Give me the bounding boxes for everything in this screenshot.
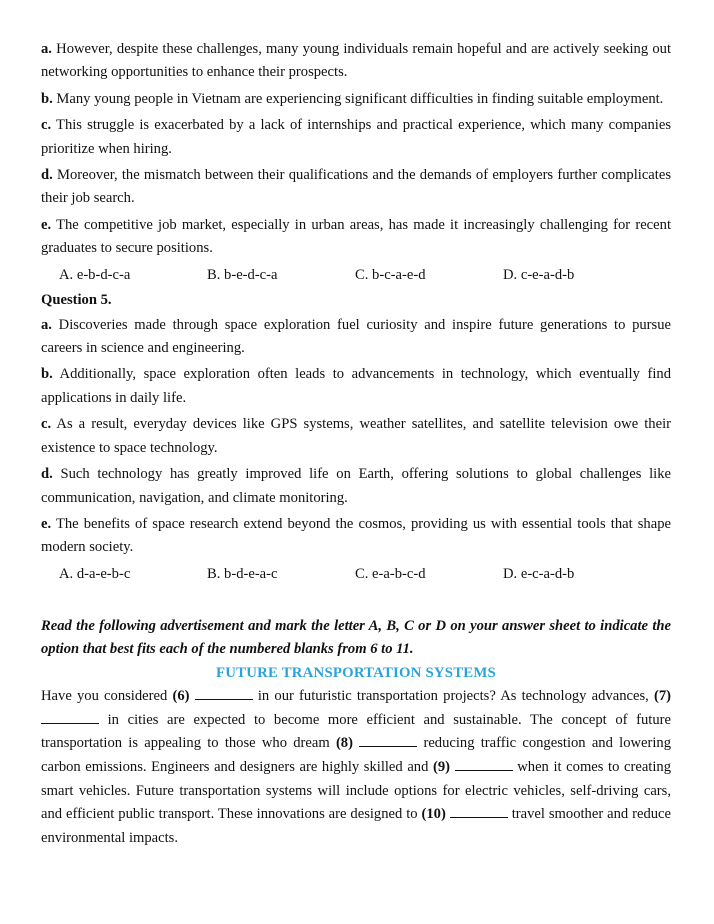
q5-option-a[interactable]: A. d-a-e-b-c [59,565,131,582]
blank-number-9: (9) [433,758,451,775]
item-letter: a. [41,41,52,57]
q4-option-b[interactable]: B. b-e-d-c-a [207,266,278,283]
q4-option-d[interactable]: D. c-e-a-d-b [503,266,575,283]
item-text: Discoveries made through space exploration fuel curiosity and inspire future generations to pursue careers in science and engineering. [41,316,671,357]
item-text: Such technology has greatly improved life on Earth, offering solutions to global challenges like communication, navigation, and climate monitoring. [41,466,671,506]
item-letter: a. [41,316,52,333]
item-text: The competitive job market, especially in urban areas, has made it increasingly challenging for recent graduates to secure positions. [41,216,671,257]
q5-option-b[interactable]: B. b-d-e-a-c [207,565,278,582]
q5-heading: Question 5. [41,291,112,308]
blank-number-8: (8) [335,735,353,752]
blank-number-7: (7) [653,688,671,705]
passage-segment: travel smoother and reduce environmental impacts. [41,806,671,846]
q5-item-d [41,463,671,510]
reading-instruction: Read the following advertisement and mark the letter A, B, C or D on your answer sheet to indicate the option that best fits each of the numbered blanks from 6 to 11. [41,617,671,657]
q4-item-e [41,214,671,261]
item-letter: e. [41,515,52,532]
q5-item-e [41,513,671,560]
item-letter: d. [41,466,53,483]
passage-segment: Have you considered [41,688,173,705]
passage-title: FUTURE TRANSPORTATION SYSTEMS [216,665,496,682]
item-letter: b. [41,366,53,383]
q4-option-c[interactable]: C. b-c-a-e-d [355,266,426,283]
item-text: Many young people in Vietnam are experiencing significant difficulties in finding suitable employment. [52,90,664,107]
blank-number-10: (10) [421,806,446,823]
question-4-block [41,38,671,286]
blank-9[interactable] [455,758,513,771]
q5-option-d[interactable]: D. e-c-a-d-b [503,565,575,582]
blank-6[interactable] [195,687,253,700]
item-letter: c. [41,416,52,433]
q4-item-b [41,88,671,111]
item-text: The benefits of space research extend beyond the cosmos, providing us with essential tools that shape modern society. [41,515,671,556]
blank-8[interactable] [359,734,417,747]
blank-number-6: (6) [172,688,190,705]
item-letter: d. [41,167,53,184]
item-letter: e. [41,216,52,233]
q4-options [41,264,671,286]
q5-item-b [41,363,671,410]
item-text: Additionally, space exploration often leads to advancements in technology, which eventually find applications in daily life. [41,366,671,406]
q4-item-d [41,164,671,211]
q4-item-c [41,114,671,161]
question-5-block [41,289,671,585]
item-text: As a result, everyday devices like GPS systems, weather satellites, and satellite television owe their existence to space technology. [41,416,671,456]
passage-segment: when it comes to creating smart vehicles. Future transportation systems will include options for electric vehicles, self-driving cars, and efficient public transport. These innovations are designed to [41,758,672,823]
passage-text [41,685,671,850]
item-letter: c. [41,117,52,134]
item-text: Moreover, the mismatch between their qualifications and the demands of employers further complicates their job search. [41,167,671,207]
blank-7[interactable] [41,711,99,724]
q5-item-c [41,413,671,460]
passage-segment: reducing traffic congestion and lowering carbon emissions. Engineers and designers are highly skilled and [41,735,672,775]
q5-options [41,563,671,585]
q5-option-c[interactable]: C. e-a-b-c-d [355,565,426,582]
blank-10[interactable] [450,805,508,818]
item-text: This struggle is exacerbated by a lack of internships and practical experience, which many companies prioritize when hiring. [41,117,671,157]
passage-segment: in cities are expected to become more efficient and sustainable. The concept of future transportation is appealing to those who dream [41,711,671,752]
q4-item-a [41,38,671,85]
passage-segment: in our futuristic transportation projects? As technology advances, [252,688,654,705]
q5-item-a [41,314,671,361]
item-letter: b. [41,90,53,107]
q4-option-a[interactable]: A. e-b-d-c-a [59,266,131,283]
item-text: However, despite these challenges, many young individuals remain hopeful and are actively seeking out networking opportunities to enhance their prospects. [41,41,671,81]
